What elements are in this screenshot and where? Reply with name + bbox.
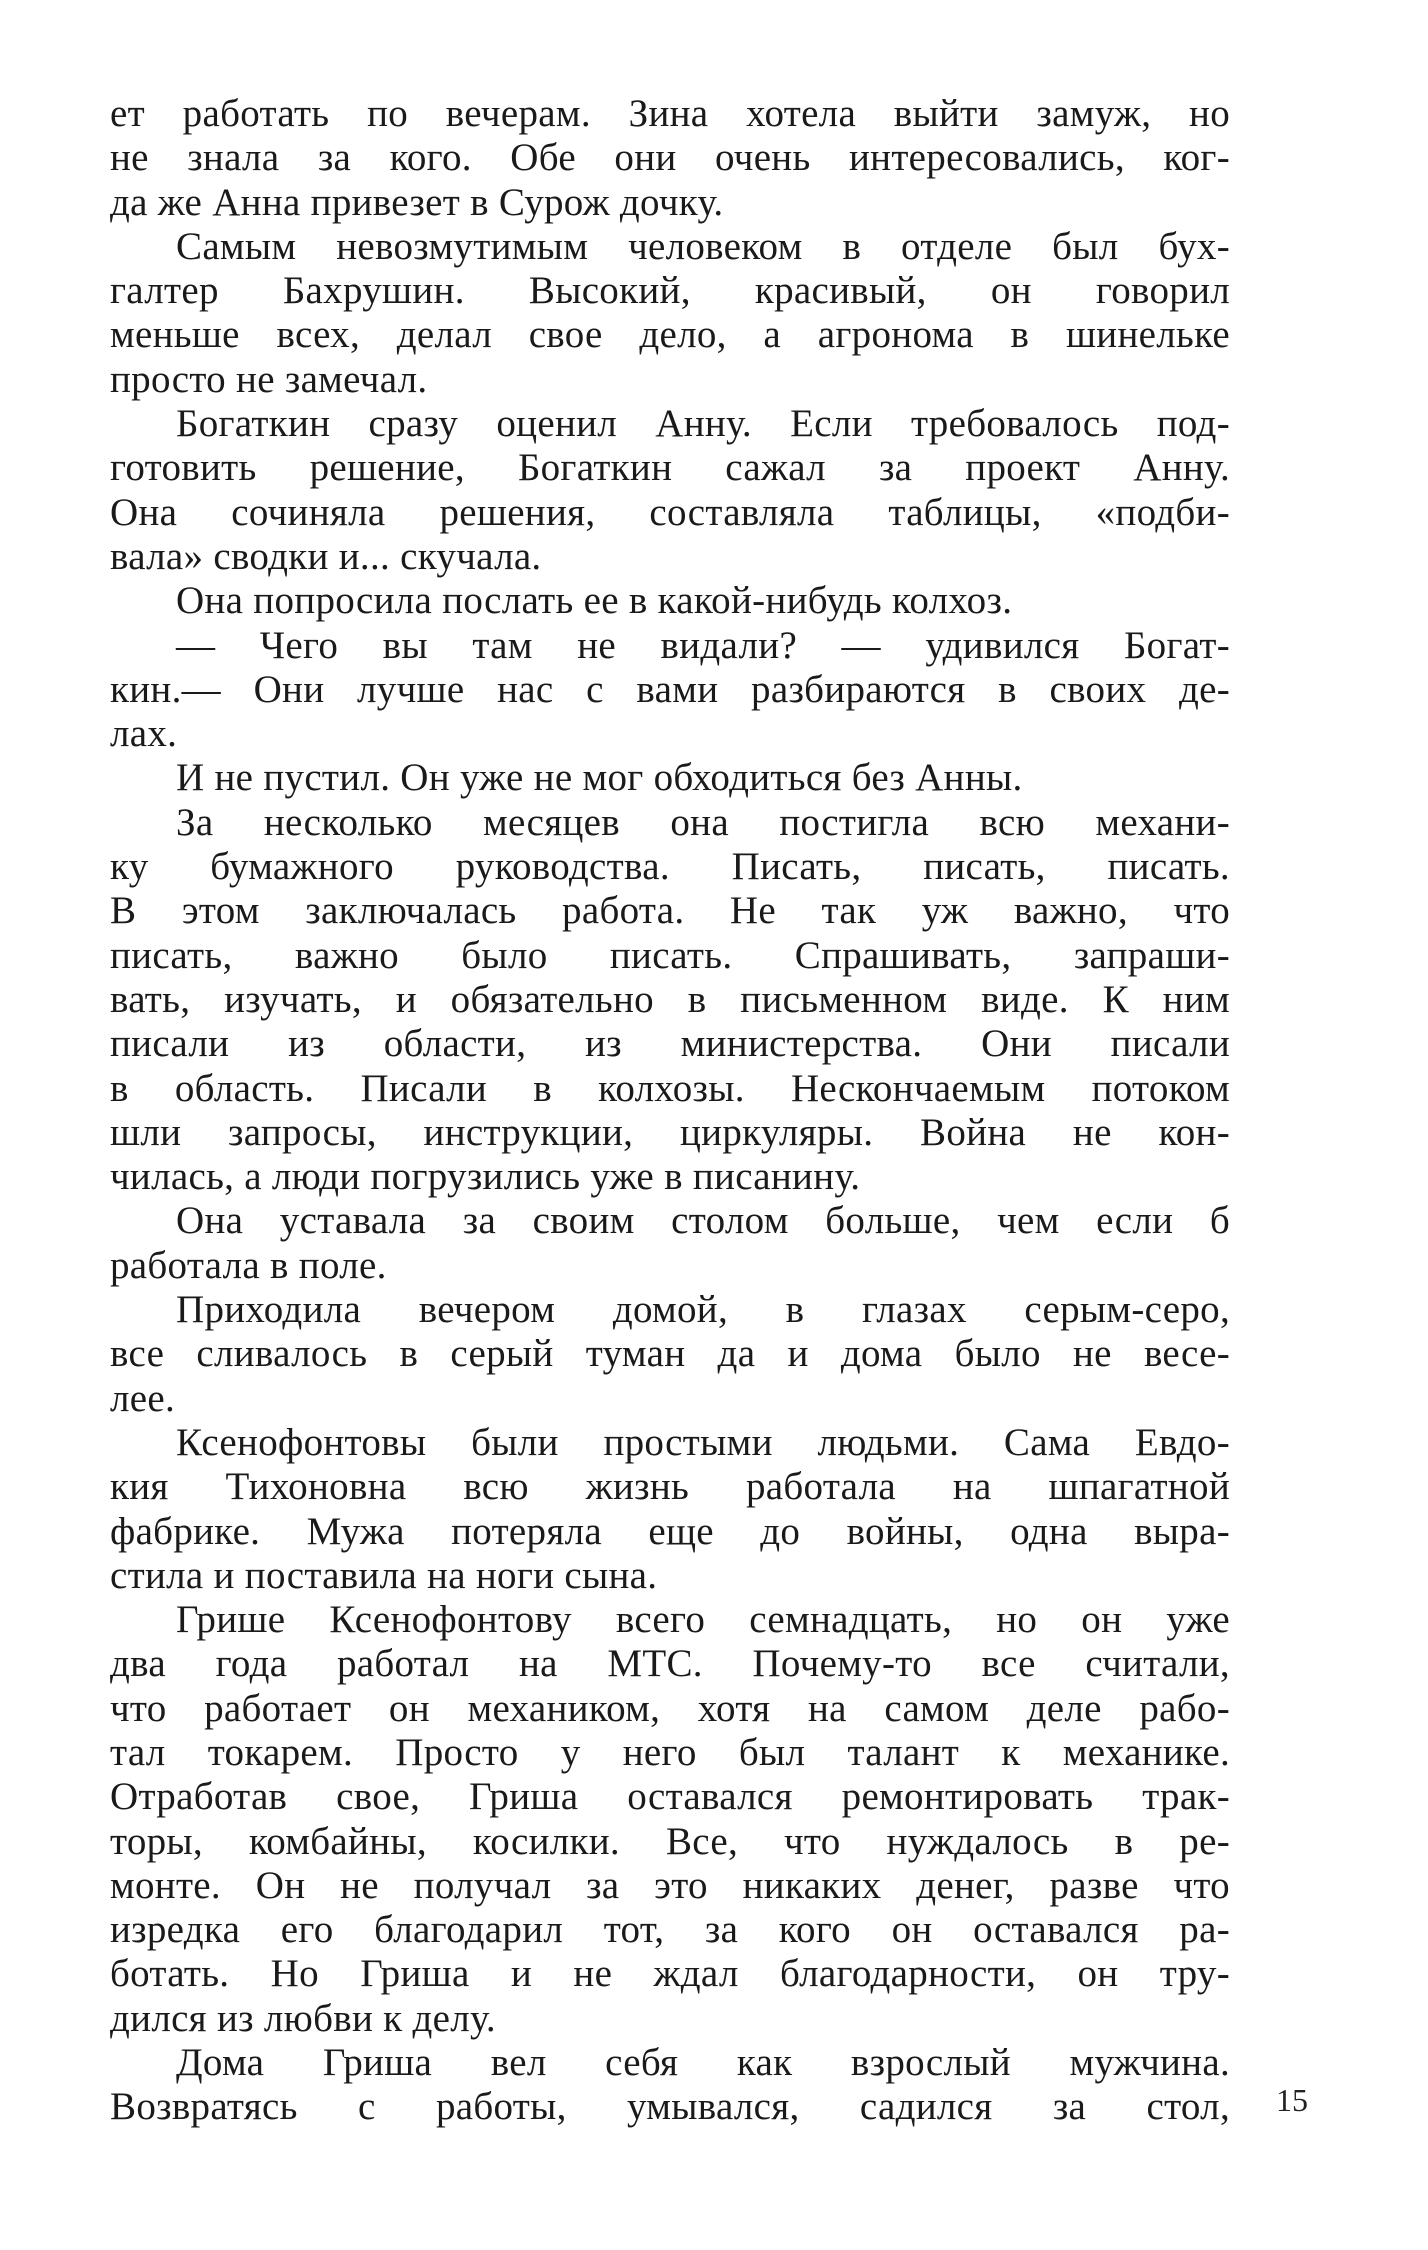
paragraph <box>110 2041 1230 2130</box>
paragraph <box>110 225 1230 402</box>
paragraph <box>110 1421 1230 1598</box>
text-line: вать, изучать, и обязательно в письменном виде. К ним <box>110 977 1230 1021</box>
text-line: Возвратясь с работы, умывался, садился за стол, <box>110 2085 1230 2129</box>
paragraph <box>110 624 1230 757</box>
text-line: лее. <box>110 1376 176 1420</box>
text-line: вала» сводки и... скучала. <box>110 534 542 578</box>
text-line: кия Тихоновна всю жизнь работала на шпагатной <box>110 1465 1230 1509</box>
text-line: работала в поле. <box>110 1243 387 1287</box>
text-line: готовить решение, Богаткин сажал за проект Анну. <box>110 446 1230 490</box>
text-line: писать, важно было писать. Спрашивать, запраши- <box>110 933 1230 977</box>
text-line: Самым невозмутимым человеком в отделе был бух- <box>176 224 1230 268</box>
text-line: что работает он механиком, хотя на самом деле рабо- <box>110 1686 1230 1730</box>
text-line: Приходила вечером домой, в глазах серым-серо, <box>176 1288 1230 1332</box>
text-line: два года работал на МТС. Почему-то все считали, <box>110 1642 1230 1686</box>
text-line: ку бумажного руководства. Писать, писать, писать. <box>110 845 1230 889</box>
text-line: За несколько месяцев она постигла всю механи- <box>176 800 1230 844</box>
text-line: — Чего вы там не видали? — удивился Богат- <box>176 623 1230 667</box>
paragraph <box>110 1288 1230 1421</box>
text-line: не знала за кого. Обе они очень интересовались, ког- <box>110 136 1230 180</box>
text-line: изредка его благодарил тот, за кого он оставался ра- <box>110 1908 1230 1952</box>
paragraph <box>110 579 1230 623</box>
text-line: все сливалось в серый туман да и дома было не весе- <box>110 1332 1230 1376</box>
page-number: 15 <box>1276 2082 1308 2118</box>
paragraph <box>110 92 1230 225</box>
text-line: чилась, а люди погрузились уже в писанину. <box>110 1155 861 1199</box>
text-line: лах. <box>110 712 178 756</box>
text-line: Отработав свое, Гриша оставался ремонтировать трак- <box>110 1775 1230 1819</box>
paragraph <box>110 1199 1230 1288</box>
text-line: ет работать по вечерам. Зина хотела выйти замуж, но <box>110 92 1230 135</box>
text-line: торы, комбайны, косилки. Все, что нуждалось в ре- <box>110 1819 1230 1863</box>
paragraph <box>110 402 1230 579</box>
text-line: в область. Писали в колхозы. Нескончаемым потоком <box>110 1066 1230 1110</box>
text-line: Ксенофонтовы были простыми людьми. Сама Евдо- <box>176 1420 1230 1464</box>
text-line: И не пустил. Он уже не мог обходиться без Анны. <box>176 756 1023 800</box>
page-text <box>110 92 1230 2130</box>
text-line: Она попросила послать ее в какой-нибудь колхоз. <box>176 579 1013 623</box>
text-line: тал токарем. Просто у него был талант к механике. <box>110 1730 1230 1774</box>
text-line: Она сочиняла решения, составляла таблицы, «подби- <box>110 490 1230 534</box>
text-line: да же Анна привезет в Сурож дочку. <box>110 180 724 224</box>
text-line: кин.— Они лучше нас с вами разбираются в своих де- <box>110 667 1230 711</box>
paragraph <box>110 801 1230 1200</box>
text-line: Грише Ксенофонтову всего семнадцать, но он уже <box>176 1598 1230 1642</box>
paragraph <box>110 756 1230 800</box>
text-line: шли запросы, инструкции, циркуляры. Война не кон- <box>110 1110 1230 1154</box>
text-line: Она уставала за своим столом больше, чем если б <box>176 1199 1230 1243</box>
text-line: писали из области, из министерства. Они писали <box>110 1022 1230 1066</box>
text-line: Богаткин сразу оценил Анну. Если требовалось под- <box>176 402 1230 446</box>
text-line: стила и поставила на ноги сына. <box>110 1553 658 1597</box>
text-line: галтер Бахрушин. Высокий, красивый, он говорил <box>110 269 1230 313</box>
text-line: фабрике. Мужа потеряла еще до войны, одна выра- <box>110 1509 1230 1553</box>
paragraph <box>110 1598 1230 2041</box>
text-line: Дома Гриша вел себя как взрослый мужчина. <box>176 2041 1230 2085</box>
text-line: меньше всех, делал свое дело, а агронома в шинельке <box>110 313 1230 357</box>
text-line: просто не замечал. <box>110 357 428 401</box>
text-line: дился из любви к делу. <box>110 1996 496 2040</box>
text-line: В этом заключалась работа. Не так уж важно, что <box>110 889 1230 933</box>
text-line: монте. Он не получал за это никаких денег, разве что <box>110 1863 1230 1907</box>
text-line: ботать. Но Гриша и не ждал благодарности, он тру- <box>110 1952 1230 1996</box>
